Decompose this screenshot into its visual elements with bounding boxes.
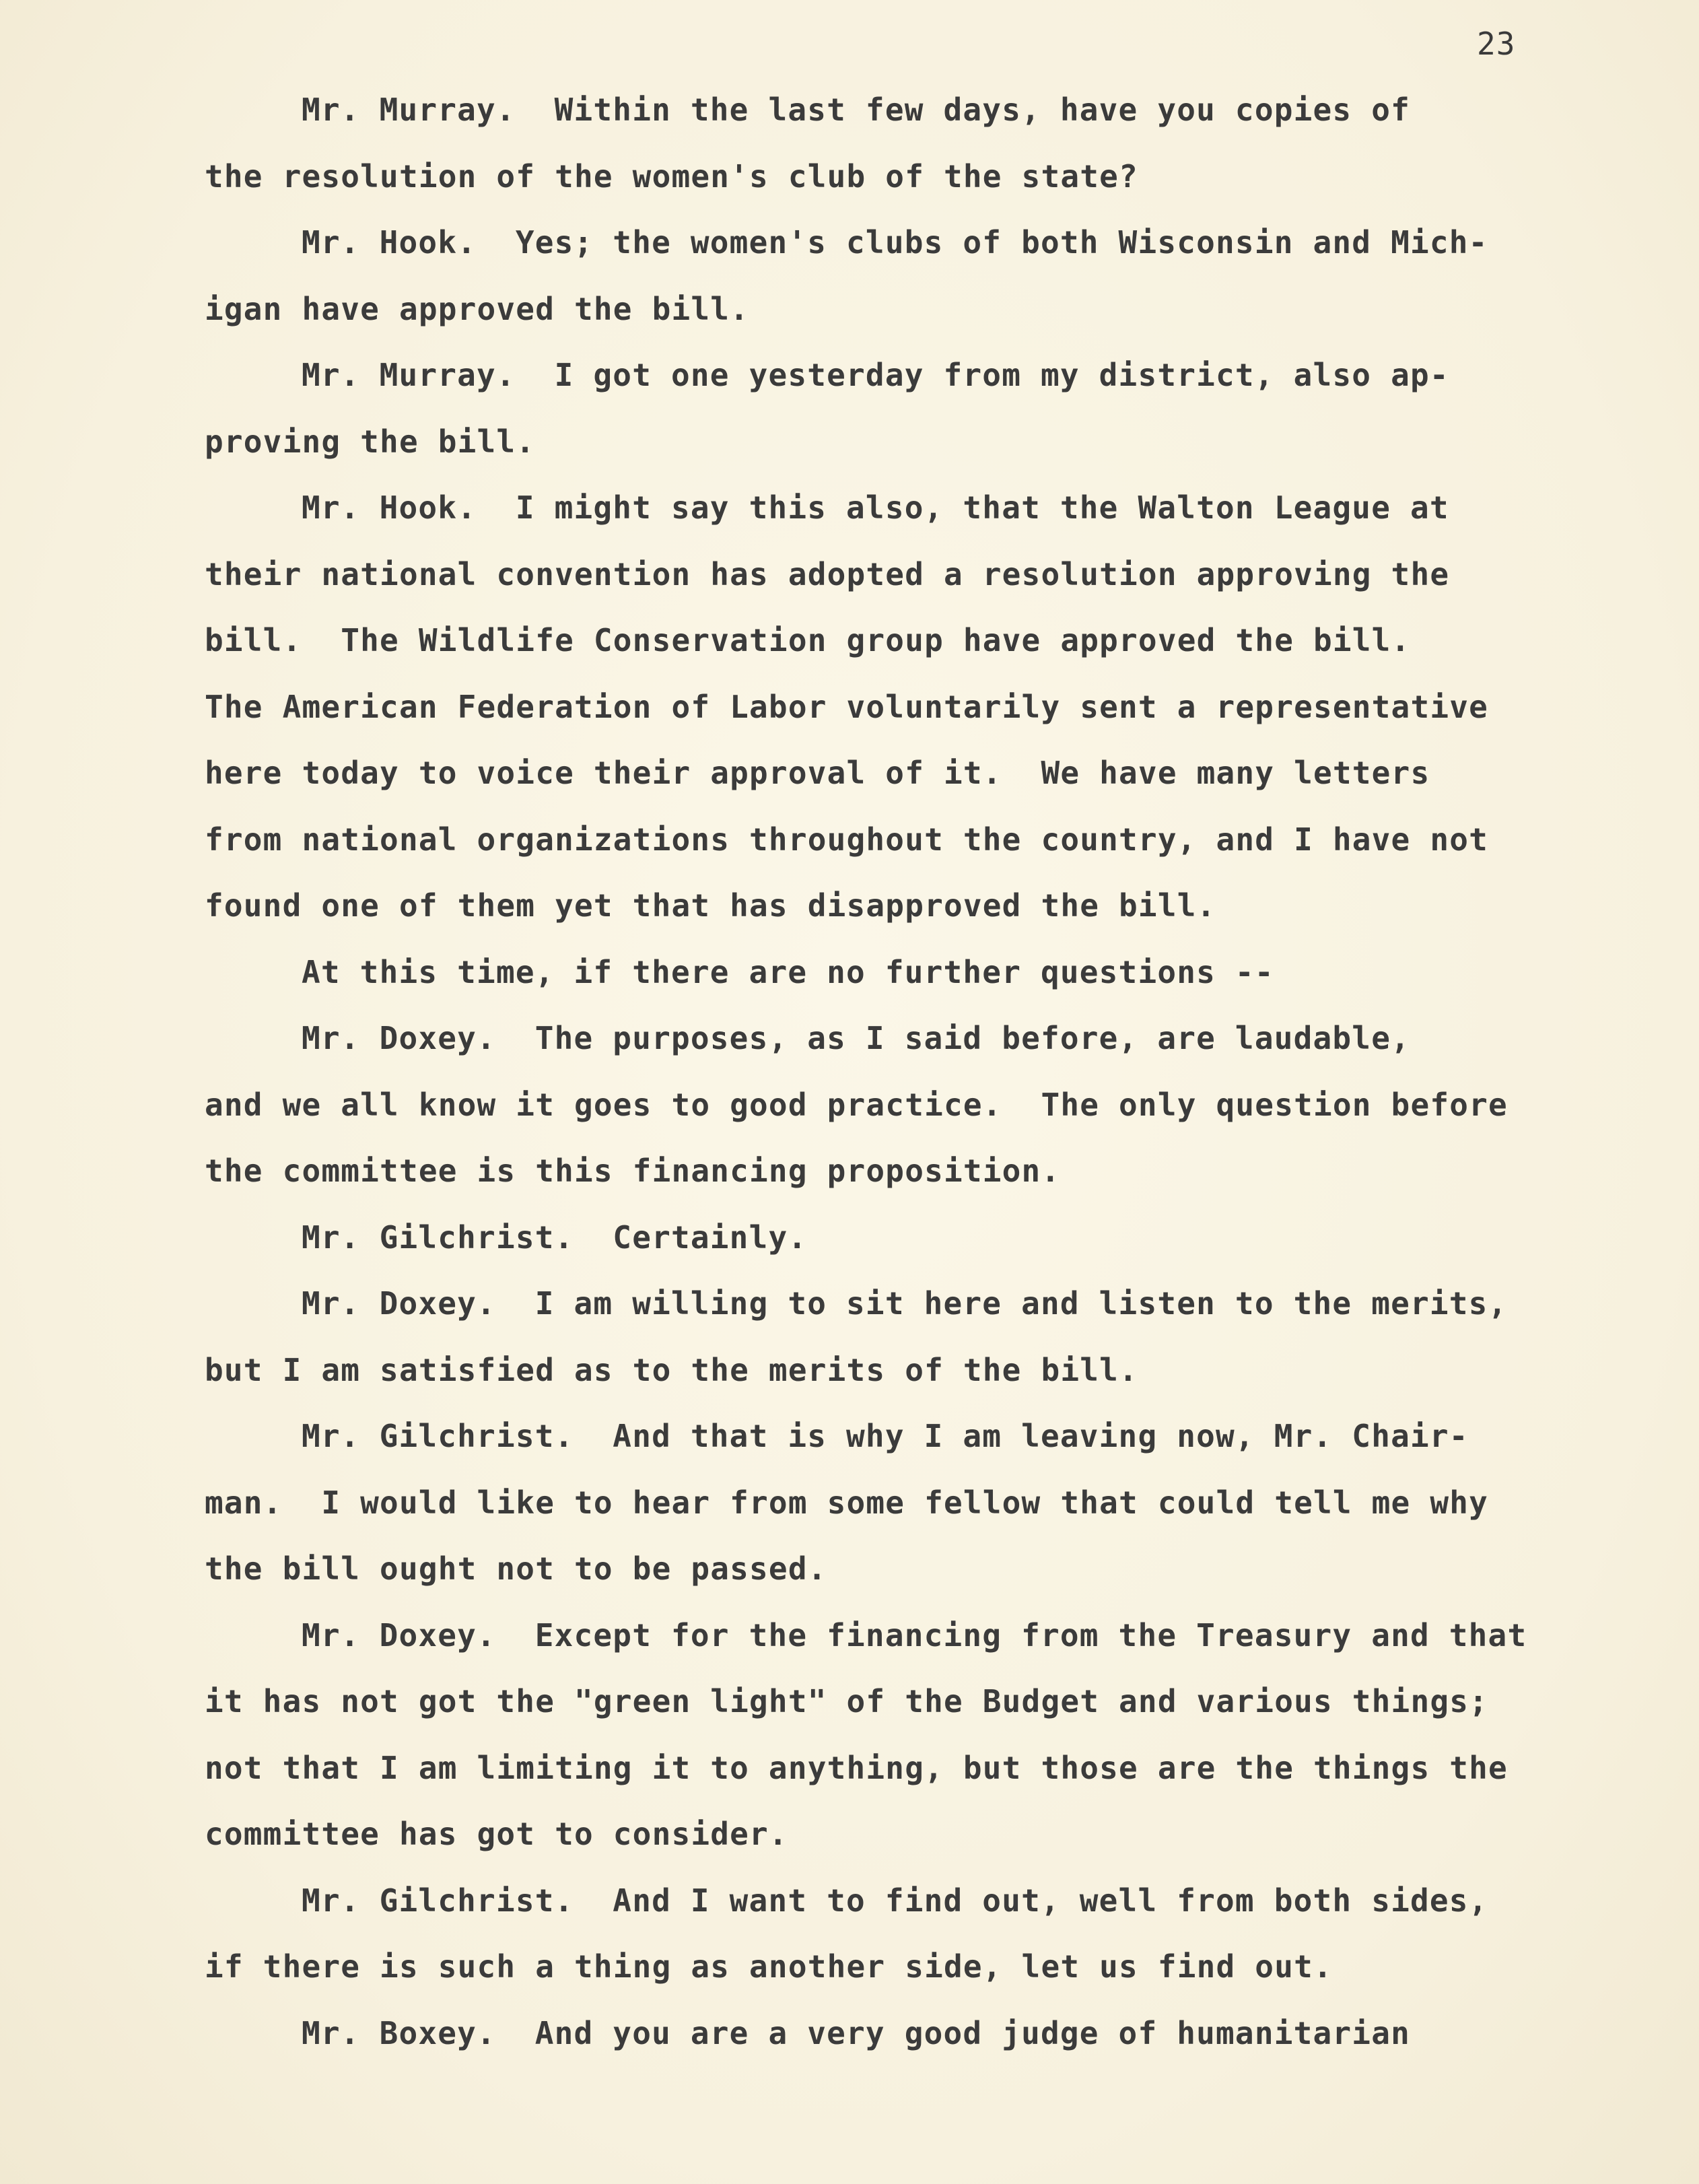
body-text (205, 94, 1591, 2084)
text-line: here today to voice their approval of it. We have many letters (205, 755, 1430, 791)
text-line: Mr. Gilchrist. Certainly. (302, 1219, 808, 1256)
text-line: At this time, if there are no further questions -- (302, 953, 1274, 990)
text-line: Mr. Murray. I got one yesterday from my district, also ap- (302, 357, 1449, 393)
text-line: the committee is this financing proposition. (205, 1153, 1061, 1189)
text-line: Mr. Hook. Yes; the women's clubs of both Wisconsin and Mich- (302, 224, 1488, 261)
text-line: if there is such a thing as another side, let us find out. (205, 1948, 1333, 1985)
text-line: Mr. Gilchrist. And that is why I am leaving now, Mr. Chair- (302, 1418, 1469, 1454)
text-line: and we all know it goes to good practice. The only question before (205, 1086, 1508, 1123)
text-line: Mr. Gilchrist. And I want to find out, well from both sides, (302, 1882, 1488, 1919)
text-line: The American Federation of Labor voluntarily sent a representative (205, 688, 1489, 725)
text-line: Mr. Doxey. I am willing to sit here and listen to the merits, (302, 1285, 1508, 1322)
text-line: not that I am limiting it to anything, but those are the things the (205, 1749, 1508, 1786)
text-line: Mr. Doxey. Except for the financing from the Treasury and that (302, 1616, 1527, 1653)
text-line: man. I would like to hear from some fellow that could tell me why (205, 1484, 1489, 1521)
text-line: the resolution of the women's club of the state? (205, 158, 1138, 195)
text-line: the bill ought not to be passed. (205, 1550, 827, 1587)
text-line: proving the bill. (205, 423, 536, 460)
text-line: Mr. Murray. Within the last few days, have you copies of (302, 92, 1410, 128)
text-line: Mr. Hook. I might say this also, that the Walton League at (302, 489, 1449, 526)
text-line: bill. The Wildlife Conservation group have approved the bill. (205, 622, 1411, 658)
text-line: found one of them yet that has disapproved the bill. (205, 887, 1216, 924)
text-line: but I am satisfied as to the merits of the bill. (205, 1351, 1138, 1388)
text-line: Mr. Boxey. And you are a very good judge of humanitarian (302, 2014, 1410, 2051)
text-line: igan have approved the bill. (205, 290, 750, 327)
text-line: it has not got the "green light" of the Budget and various things; (205, 1683, 1489, 1719)
text-line: Mr. Doxey. The purposes, as I said before, are laudable, (302, 1020, 1410, 1056)
text-line: from national organizations throughout the country, and I have not (205, 821, 1489, 858)
page-number: 23 (1477, 26, 1516, 62)
text-line: committee has got to consider. (205, 1816, 788, 1852)
text-line: their national convention has adopted a resolution approving the (205, 555, 1450, 592)
